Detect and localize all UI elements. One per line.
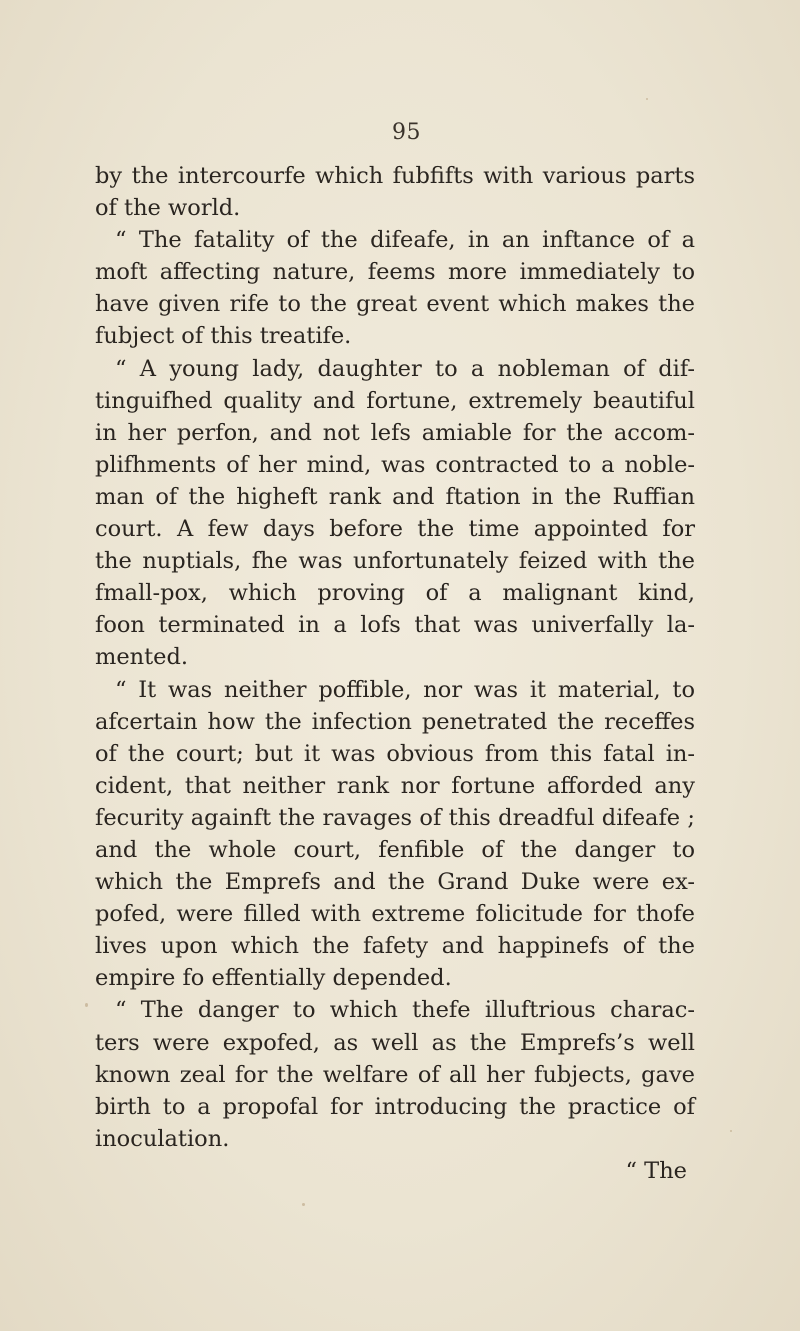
text-line: “ The fatality of the difeafe, in an inftance of a (115, 227, 695, 254)
text-line: inoculation. (95, 1125, 230, 1152)
text-line: the nuptials, fhe was unfortunately feized with the (95, 548, 695, 575)
text-line: and the whole court, fenfible of the danger to (95, 836, 695, 863)
text-line: foon terminated in a lofs that was univerfally la- (95, 612, 695, 639)
text-line: “ It was neither poffible, nor was it material, to (115, 676, 695, 703)
paper-speck (646, 98, 648, 100)
text-line: fecurity againft the ravages of this dreadful difeafe ; (95, 804, 695, 831)
text-line: ters were expofed, as well as the Emprefs’s well (95, 1029, 695, 1056)
text-line: “ The danger to which thefe illuftrious charac- (115, 997, 695, 1024)
text-line: fmall-pox, which proving of a malignant kind, (95, 580, 695, 607)
text-line: have given rife to the great event which makes the (95, 291, 695, 318)
text-line: birth to a propofal for introducing the practice of (95, 1093, 695, 1120)
body-text (95, 160, 695, 1187)
text-line: cident, that neither rank nor fortune afforded any (95, 772, 695, 799)
text-line: lives upon which the fafety and happinefs of the (95, 933, 695, 960)
text-line: known zeal for the welfare of all her fubjects, gave (95, 1061, 695, 1088)
text-line: afcertain how the infection penetrated the receffes (95, 708, 695, 735)
text-line: tinguifhed quality and fortune, extremely beautiful (95, 387, 695, 414)
text-line: empire fo effentially depended. (95, 965, 452, 992)
catchword: “ The (625, 1157, 687, 1184)
text-line: man of the higheft rank and ftation in the Ruffian (95, 483, 695, 510)
paper-speck (730, 1130, 732, 1132)
text-line: mented. (95, 644, 189, 671)
paper-speck (302, 1203, 305, 1206)
text-line: “ A young lady, daughter to a nobleman of dif- (115, 355, 695, 382)
text-line: which the Emprefs and the Grand Duke were ex- (95, 869, 695, 896)
text-line: by the intercourfe which fubfifts with various parts (95, 163, 695, 189)
text-line: fubject of this treatife. (95, 323, 352, 350)
text-line: in her perfon, and not lefs amiable for the accom- (95, 419, 695, 446)
text-line: pofed, were filled with extreme folicitude for thofe (95, 901, 695, 928)
text-line: of the court; but it was obvious from this fatal in- (95, 740, 695, 767)
text-line: of the world. (95, 195, 241, 222)
text-line: plifhments of her mind, was contracted to a noble- (95, 451, 695, 478)
page-number: 95 (392, 120, 421, 145)
text-line: court. A few days before the time appointed for (95, 516, 695, 543)
text-line: moft affecting nature, feems more immediately to (95, 259, 695, 286)
paper-speck (85, 1003, 88, 1007)
